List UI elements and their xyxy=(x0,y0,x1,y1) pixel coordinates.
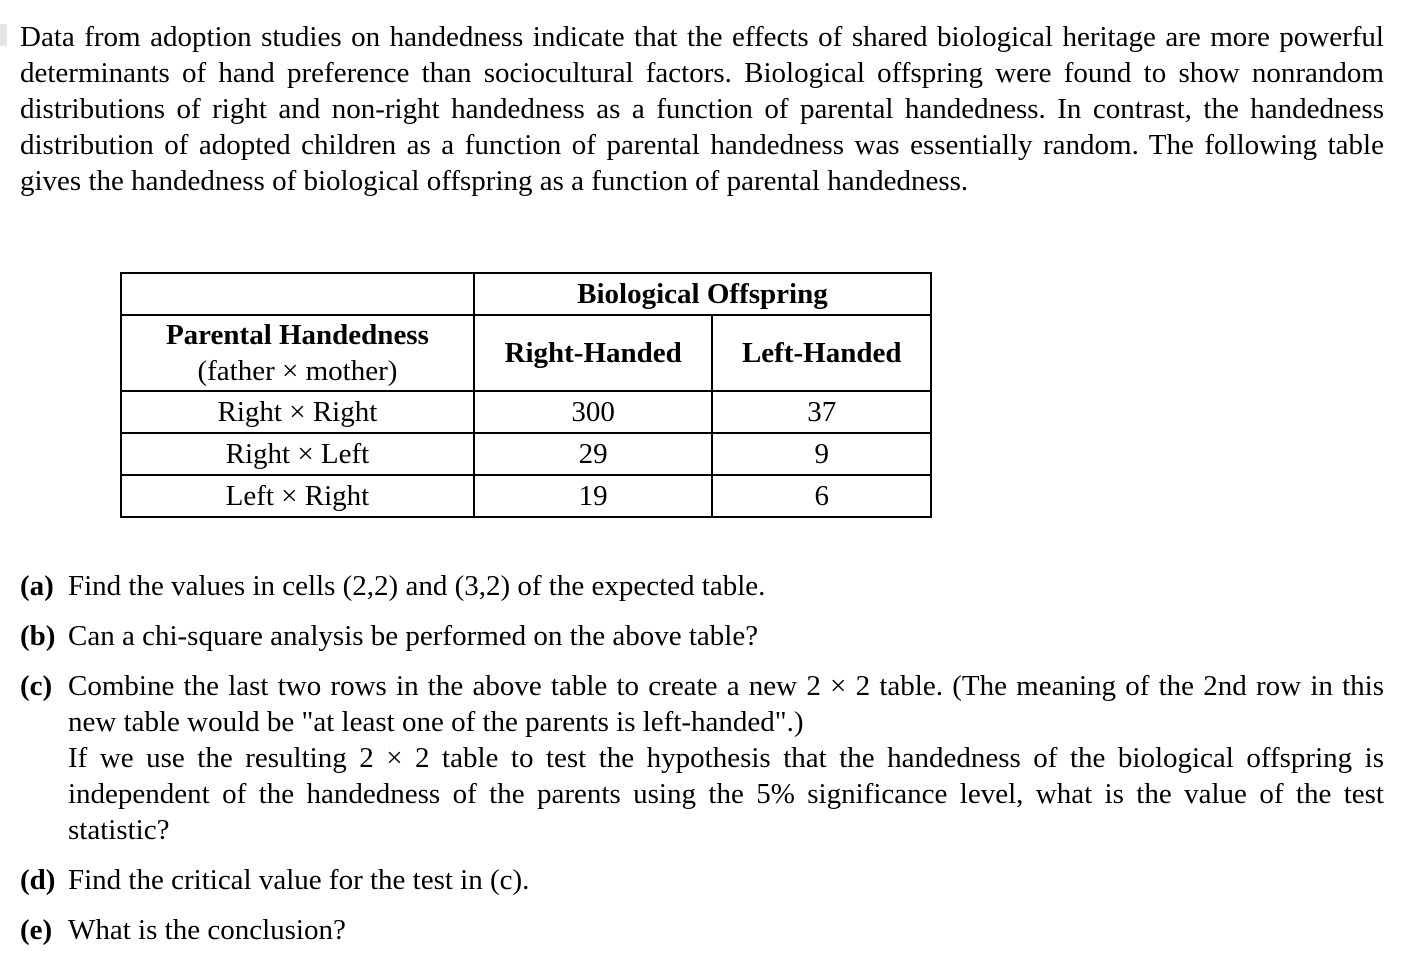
intro-paragraph: Data from adoption studies on handedness indicate that the effects of shared biological heritage are more powerful determinants of hand preference than sociocultural factors. Biological offspring were found to show nonrandom distributions of right and non-right handedness as a function of parental handedness. In contrast, the handedness distribution of adopted children as a function of parental handedness was essentially random. The following table gives the handedness of biological offspring as a function of parental handedness. xyxy=(20,21,1384,197)
question-text: Find the values in cells (2,2) and (3,2) of the expected table. xyxy=(68,570,766,602)
right-handed-count: 300 xyxy=(474,391,713,433)
question-label: (b) xyxy=(20,620,56,652)
left-handed-count: 37 xyxy=(712,391,931,433)
row-label: Right × Right xyxy=(121,391,474,433)
question-label: (e) xyxy=(20,914,53,946)
question-c xyxy=(20,668,1384,848)
question-list xyxy=(20,568,1384,948)
parental-handedness-subtitle: (father × mother) xyxy=(197,355,398,387)
right-handed-count: 19 xyxy=(474,475,713,517)
question-label: (d) xyxy=(20,864,56,896)
left-handed-header: Left-Handed xyxy=(712,315,931,391)
question-text: What is the conclusion? xyxy=(68,914,346,946)
right-handed-count: 29 xyxy=(474,433,713,475)
question-a xyxy=(20,568,1384,604)
question-label: (a) xyxy=(20,570,54,602)
row-label: Left × Right xyxy=(121,475,474,517)
left-handed-count: 9 xyxy=(712,433,931,475)
table-group-header-row xyxy=(121,273,931,315)
left-handed-count: 6 xyxy=(712,475,931,517)
parental-handedness-title: Parental Handedness xyxy=(165,319,429,351)
question-label: (c) xyxy=(20,670,53,702)
question-text xyxy=(68,668,1384,848)
table-row xyxy=(121,475,931,517)
question-d xyxy=(20,862,1384,898)
table-column-header-row xyxy=(121,315,931,391)
question-e xyxy=(20,912,1384,948)
question-text: Can a chi-square analysis be performed on the above table? xyxy=(68,620,759,652)
handedness-table xyxy=(120,272,932,518)
right-handed-header: Right-Handed xyxy=(474,315,713,391)
row-label: Right × Left xyxy=(121,433,474,475)
question-c-part-2: If we use the resulting 2 × 2 table to test the hypothesis that the handedness of the biological offspring is independent of the handedness of the parents using the 5% significance level, what is the value of the test statistic? xyxy=(68,742,1384,846)
left-edge-mark xyxy=(0,24,7,46)
table-row xyxy=(121,433,931,475)
empty-corner-cell xyxy=(121,273,474,315)
table-row xyxy=(121,391,931,433)
question-text: Find the critical value for the test in (c). xyxy=(68,864,530,896)
question-c-part-1: Combine the last two rows in the above table to create a new 2 × 2 table. (The meaning of the 2nd row in this new table would be "at least one of the parents is left-handed".) xyxy=(68,670,1384,738)
question-b xyxy=(20,618,1384,654)
biological-offspring-header: Biological Offspring xyxy=(474,273,931,315)
parental-handedness-header xyxy=(121,315,474,391)
